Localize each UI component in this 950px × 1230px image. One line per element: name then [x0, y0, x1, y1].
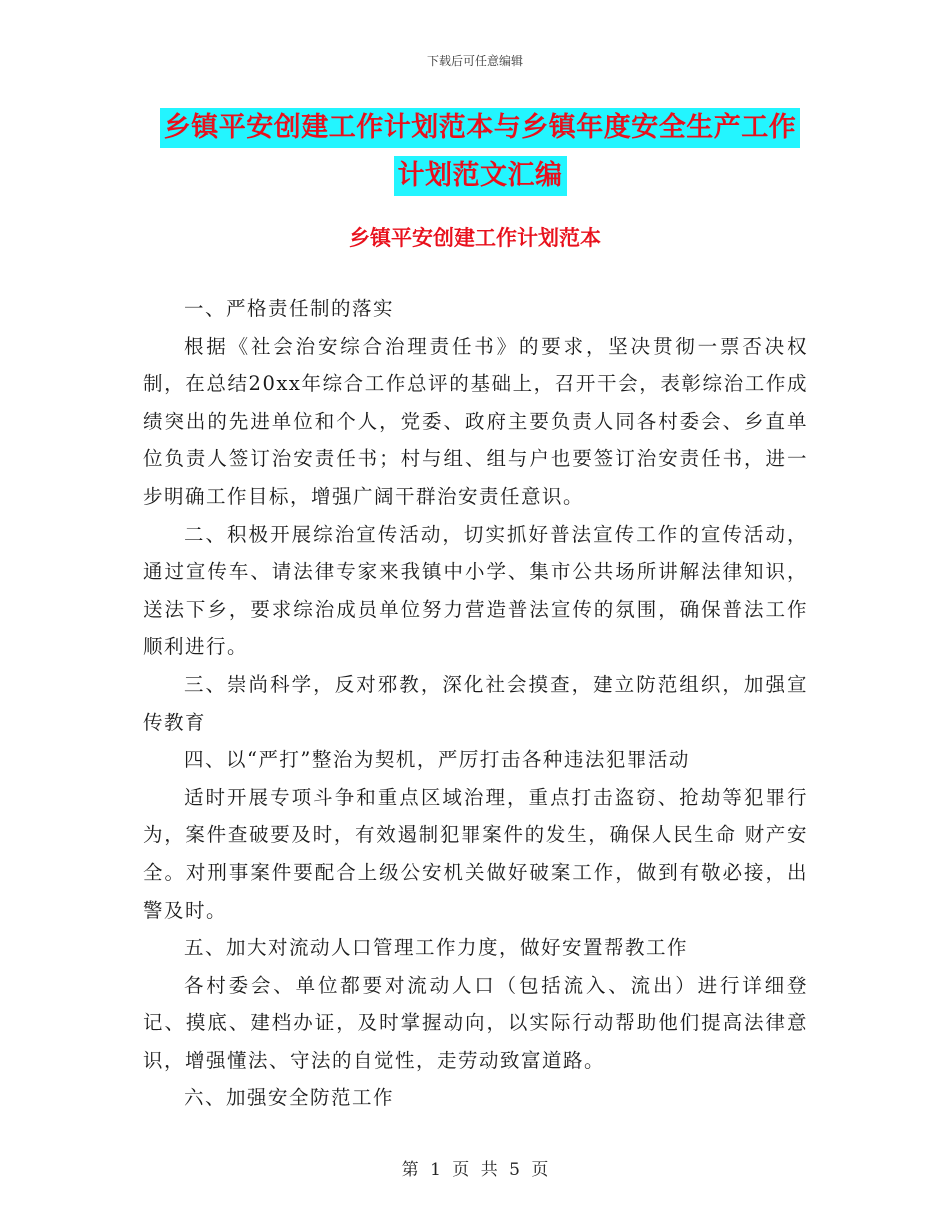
paragraph: 二、积极开展综治宣传活动，切实抓好普法宣传工作的宣传活动，通过宣传车、请法律专家来我镇中小学、集市公共场所讲解法律知识，送法下乡，要求综治成员单位努力营造普法宣传的氛围，确保普法工作顺利进行。 — [143, 522, 808, 659]
paragraph: 各村委会、单位都要对流动人口（包括流入、流出）进行详细登记、摸底、建档办证，及时掌握动向，以实际行动帮助他们提高法律意识，增强懂法、守法的自觉性，走劳动致富道路。 — [143, 973, 808, 1072]
body-text — [143, 290, 808, 1117]
paragraph-heading-1: 一、严格责任制的落实 — [183, 297, 394, 320]
paragraph: 三、崇尚科学，反对邪教，深化社会摸查，建立防范组织，加强宣传教育 — [143, 672, 808, 734]
title-line-1: 乡镇平安创建工作计划范本与乡镇年度安全生产工作 — [160, 108, 801, 148]
document-title — [140, 106, 820, 202]
section-title: 乡镇平安创建工作计划范本 — [349, 225, 601, 250]
paragraph-heading-5: 五、加大对流动人口管理工作力度，做好安置帮教工作 — [183, 936, 688, 960]
paragraph: 适时开展专项斗争和重点区域治理，重点打击盗窃、抢劫等犯罪行为，案件查破要及时，有效遏制犯罪案件的发生，确保人民生命 财产安全。对刑事案件要配合上级公安机关做好破案工作，做到有敬必接，出警及时。 — [143, 785, 808, 922]
header-note: 下载后可任意编辑 — [426, 54, 523, 68]
paragraph: 根据《社会治安综合治理责任书》的要求，坚决贯彻一票否决权制，在总结20xx年综合工作总评的基础上，召开干会，表彰综治工作成绩突出的先进单位和个人，党委、政府主要负责人同各村委会、乡直单位负责人签订治安责任书；村与组、组与户也要签订治安责任书，进一步明确工作目标，增强广阔干群治安责任意识。 — [143, 334, 808, 508]
page-footer: 第 1 页 共 5 页 — [401, 1160, 549, 1180]
title-line-2: 计划范文汇编 — [394, 156, 567, 196]
paragraph-heading-6: 六、加强安全防范工作 — [183, 1086, 394, 1110]
paragraph-heading-4: 四、以“严打”整治为契机，严厉打击各种违法犯罪活动 — [183, 748, 690, 772]
